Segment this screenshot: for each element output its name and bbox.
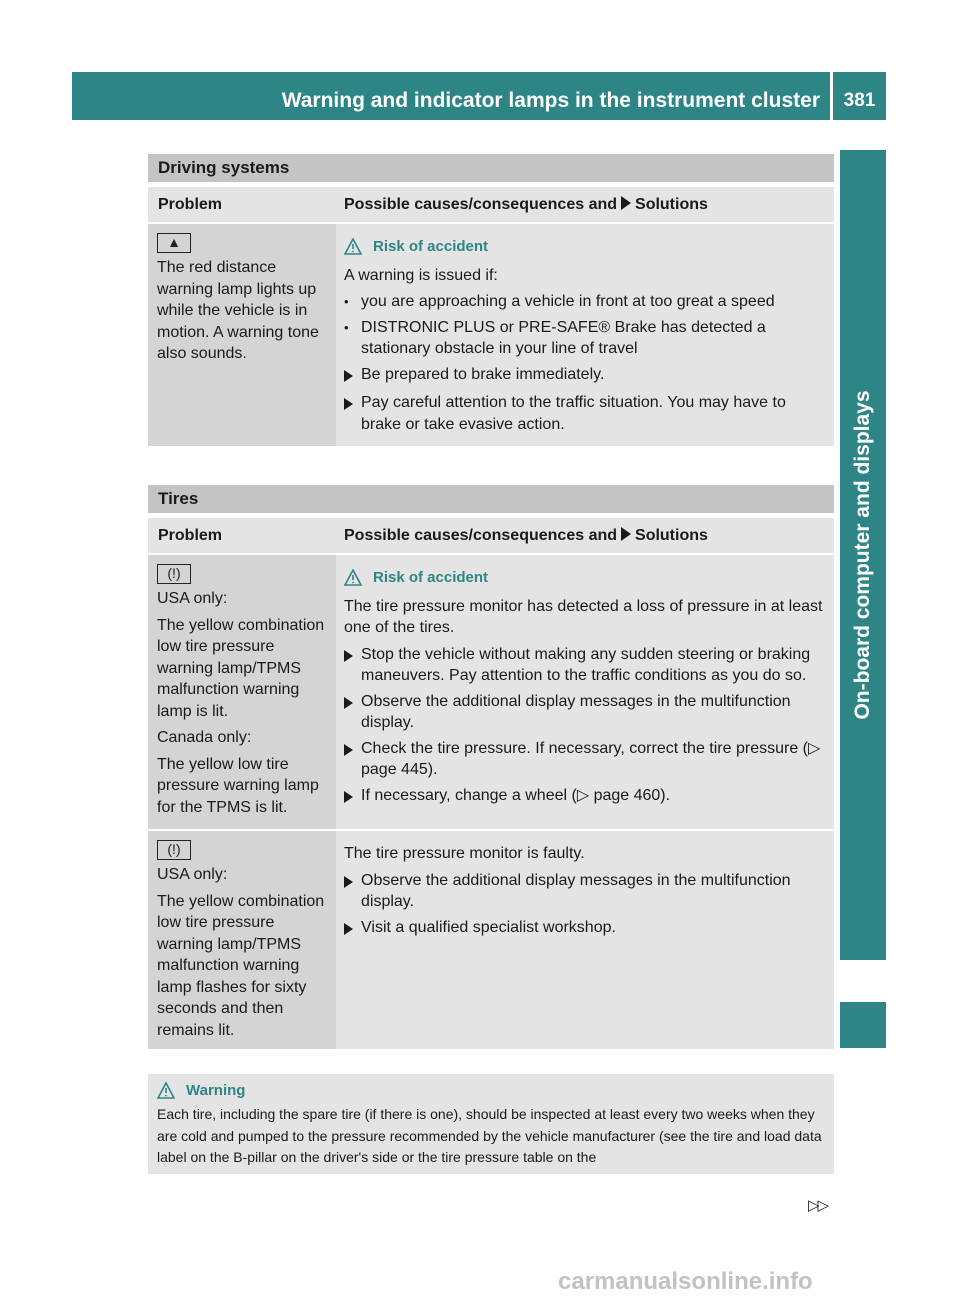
warning-heading: Warning (157, 1082, 826, 1099)
action-arrow-icon (621, 527, 631, 541)
list-item: Stop the vehicle without making any sudden steering or braking maneuvers. Pay attention to the traffic conditions as you do so. (344, 644, 828, 687)
region-label: USA only: (157, 590, 228, 607)
table-row (148, 224, 834, 446)
list-item: If necessary, change a wheel (▷ page 460). (344, 785, 828, 810)
list-item: • you are approaching a vehicle in front at too great a speed (344, 291, 828, 313)
solutions-cell (336, 224, 834, 446)
risk-heading: Risk of accident (344, 236, 828, 258)
solutions-column-header: Possible causes/consequences and Solutions (344, 527, 708, 544)
warning-box (148, 1074, 834, 1174)
action-arrow-icon (344, 923, 353, 935)
action-arrow-icon (344, 697, 353, 709)
table-header (148, 187, 834, 222)
region-label: Canada only: (157, 729, 252, 746)
table-header (148, 518, 834, 553)
tires-section (148, 485, 834, 1049)
section-title: Driving systems (148, 154, 834, 182)
risk-heading: Risk of accident (344, 567, 828, 589)
warning-triangle-icon (157, 1082, 175, 1099)
problem-cell (148, 224, 336, 446)
list-item: Check the tire pressure. If necessary, correct the tire pressure (▷ page 445). (344, 738, 828, 781)
table-row (148, 831, 834, 1049)
action-arrow-icon (344, 370, 353, 382)
tire-pressure-warning-lamp-icon: (!) (157, 564, 191, 584)
intro-text: The tire pressure monitor has detected a loss of pressure in at least one of the tires. (344, 597, 823, 636)
problem-cell (148, 555, 336, 829)
tire-pressure-warning-lamp-icon: (!) (157, 840, 191, 860)
problem-text: The yellow combination low tire pressure warning lamp/TPMS malfunction warning lamp flashes for sixty seconds and then remains lit. (157, 892, 325, 1039)
side-tab-square (840, 1002, 886, 1048)
region-label: USA only: (157, 866, 228, 883)
table-row (148, 555, 834, 829)
page-title: Warning and indicator lamps in the instrument cluster (281, 89, 820, 112)
list-item: Observe the additional display messages in the multifunction display. (344, 870, 828, 913)
solutions-cell (336, 555, 834, 829)
action-arrow-icon (344, 398, 353, 410)
intro-text: A warning is issued if: (344, 266, 498, 284)
action-arrow-icon (621, 196, 631, 210)
distance-warning-lamp-icon: ▲ (157, 233, 191, 253)
warning-text: Each tire, including the spare tire (if there is one), should be inspected at least every two weeks when they are cold and pumped to the pressure recommended by the vehicle manufacturer (see the tire and load data label on the B-pillar on the driver's side or the tire pressure table on the (157, 1106, 822, 1165)
problem-column-header: Problem (158, 196, 223, 213)
list-item: Visit a qualified specialist workshop. (344, 917, 828, 942)
action-arrow-icon (344, 744, 353, 756)
continued-arrows-icon: ▷▷ (808, 1197, 828, 1214)
solutions-column-header: Possible causes/consequences and Solutions (344, 196, 708, 213)
intro-text: The tire pressure monitor is faulty. (344, 845, 585, 862)
page-header (72, 72, 886, 120)
problem-cell (148, 831, 336, 1049)
page-number: 381 (843, 90, 876, 111)
warning-triangle-icon (344, 238, 362, 255)
list-item: Observe the additional display messages in the multifunction display. (344, 691, 828, 734)
problem-column-header: Problem (158, 527, 223, 544)
warning-triangle-icon (344, 569, 362, 586)
problem-text: The yellow low tire pressure warning lamp for the TPMS is lit. (157, 755, 319, 816)
action-arrow-icon (344, 876, 353, 888)
solutions-cell (336, 831, 834, 1049)
list-item: • DISTRONIC PLUS or PRE-SAFE® Brake has detected a stationary obstacle in your line of travel (344, 317, 828, 360)
bullet-icon: • (344, 319, 349, 335)
action-arrow-icon (344, 650, 353, 662)
action-arrow-icon (344, 791, 353, 803)
list-item: Be prepared to brake immediately. (344, 364, 828, 389)
driving-systems-section (148, 154, 834, 446)
side-chapter-label: On-board computer and displays (851, 390, 874, 720)
problem-text: The yellow combination low tire pressure warning lamp/TPMS malfunction warning lamp is lit. (157, 616, 325, 720)
list-item: Pay careful attention to the traffic situation. You may have to brake or take evasive action. (344, 392, 828, 435)
problem-text: The red distance warning lamp lights up while the vehicle is in motion. A warning tone also sounds. (157, 259, 319, 362)
section-title: Tires (148, 485, 834, 513)
watermark: carmanualsonline.info (558, 1268, 813, 1295)
bullet-icon: • (344, 294, 349, 309)
